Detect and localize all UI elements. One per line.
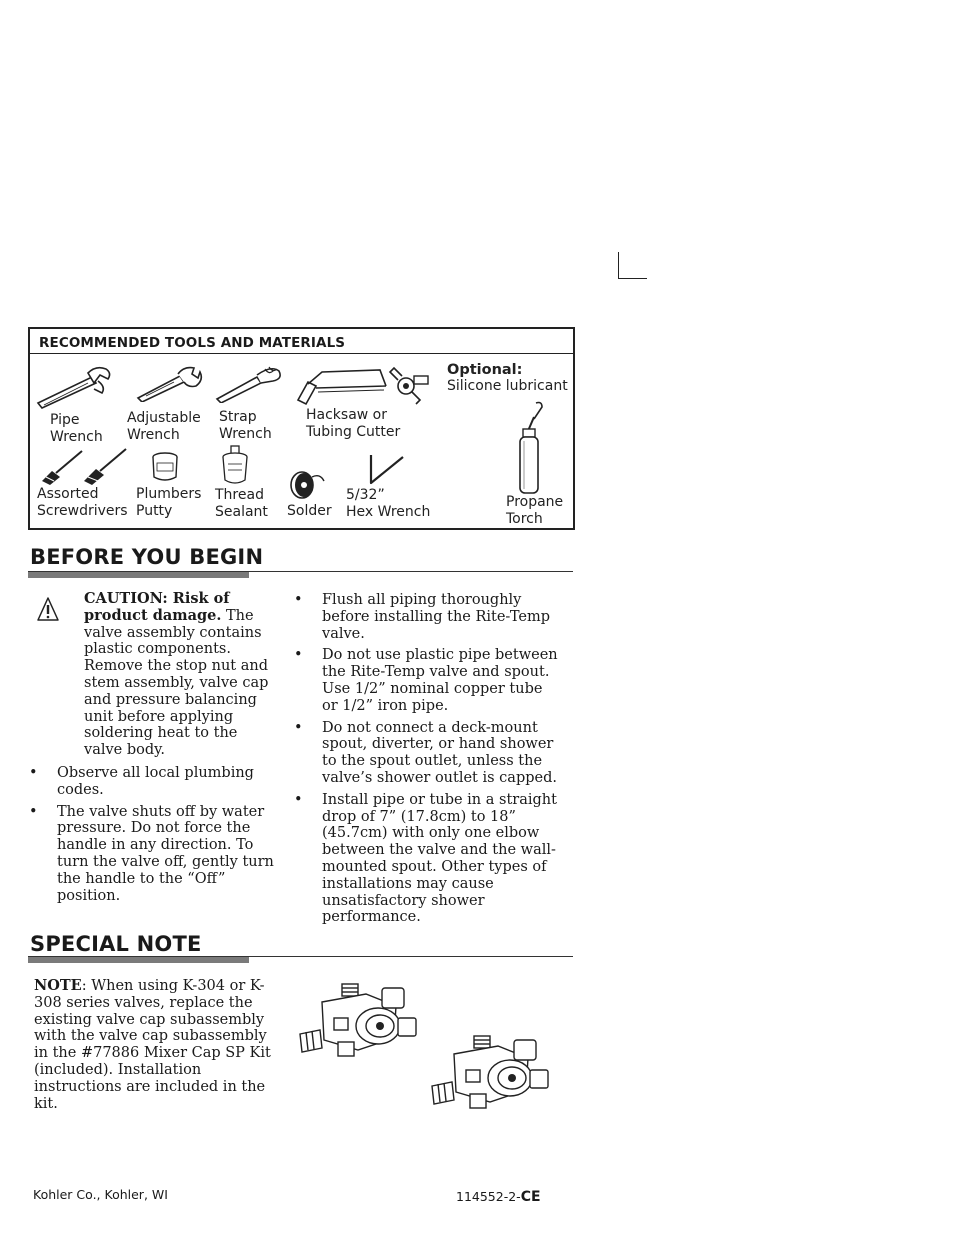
tools-materials-box xyxy=(28,327,575,530)
left-bullet-list xyxy=(29,765,277,909)
tool-label-hacksaw: Hacksaw or Tubing Cutter xyxy=(306,407,401,440)
note-label: NOTE xyxy=(34,977,82,994)
optional-heading: Optional: xyxy=(447,362,523,378)
optional-item: Silicone lubricant xyxy=(447,378,568,394)
tools-header xyxy=(30,329,573,354)
warning-icon xyxy=(36,596,60,622)
crop-mark xyxy=(618,252,647,279)
tool-label-thread-sealant: Thread Sealant xyxy=(215,487,268,520)
tool-label-hex-wrench: 5/32” Hex Wrench xyxy=(346,487,431,520)
hex-wrench-icon xyxy=(367,453,407,487)
note-body: : When using K-304 or K-308 series valves, replace the existing valve cap subassembly with the valve cap subassembly in the #77886 Mixer Cap SP Kit (included). Installation instructions are included in the kit. xyxy=(34,978,271,1112)
list-item: • The valve shuts off by water pressure. Do not force the handle in any direction. To turn the valve off, gently turn the handle to the “Off” position. xyxy=(29,803,274,904)
right-bullet-list xyxy=(294,592,560,931)
thread-sealant-icon xyxy=(220,444,250,488)
tool-label-putty: Plumbers Putty xyxy=(136,486,202,519)
tool-label-adjustable-wrench: Adjustable Wrench xyxy=(127,410,201,443)
putty-icon xyxy=(150,451,180,483)
footer-doc-number: 114552-2-CE xyxy=(456,1189,541,1205)
list-item: • Flush all piping thoroughly before installing the Rite-Temp valve. xyxy=(294,592,550,642)
list-item: • Do not connect a deck-mount spout, diverter, or hand shower to the spout outlet, unless the valve’s shower outlet is capped. xyxy=(294,719,557,786)
tool-label-solder: Solder xyxy=(287,503,332,519)
caution-text xyxy=(84,591,276,759)
section-rule-bar xyxy=(28,957,249,963)
footer-company: Kohler Co., Kohler, WI xyxy=(33,1187,168,1202)
section-rule-bar xyxy=(28,572,249,578)
list-item: • Do not use plastic pipe between the Rite-Temp valve and spout. Use 1/2” nominal copper tube or 1/2” iron pipe. xyxy=(294,647,558,714)
tool-label-propane-torch: Propane Torch xyxy=(506,494,564,527)
tools-title: RECOMMENDED TOOLS AND MATERIALS xyxy=(39,335,346,351)
special-note-title: SPECIAL NOTE xyxy=(30,932,202,956)
hacksaw-icon xyxy=(294,362,444,406)
valve-illustration xyxy=(430,1032,556,1116)
list-item: • Observe all local plumbing codes. xyxy=(29,765,254,798)
caution-body: The valve assembly contains plastic components. Remove the stop nut and stem assembly, valve cap and pressure balancing unit before applying soldering heat to the valve body. xyxy=(84,607,269,759)
caution-label: CAUTION: Risk of product damage. xyxy=(84,590,230,624)
strap-wrench-icon xyxy=(213,365,285,403)
tool-label-screwdrivers: Assorted Screwdrivers xyxy=(37,486,128,519)
pipe-wrench-icon xyxy=(34,365,114,409)
solder-icon xyxy=(288,467,328,501)
screwdrivers-icon xyxy=(38,447,130,485)
valve-illustration xyxy=(298,980,424,1064)
special-note-text xyxy=(34,978,282,1112)
propane-torch-icon xyxy=(514,401,550,497)
tool-label-strap-wrench: Strap Wrench xyxy=(219,409,272,442)
adjustable-wrench-icon xyxy=(134,366,204,402)
tool-label-pipe-wrench: Pipe Wrench xyxy=(50,412,103,445)
list-item: • Install pipe or tube in a straight drop of 7” (17.8cm) to 18” (45.7cm) with only one elbow between the valve and the wall-mounted spout. Other types of installations may cause unsatisfactory shower performance. xyxy=(294,791,557,926)
before-you-begin-title: BEFORE YOU BEGIN xyxy=(30,545,264,569)
